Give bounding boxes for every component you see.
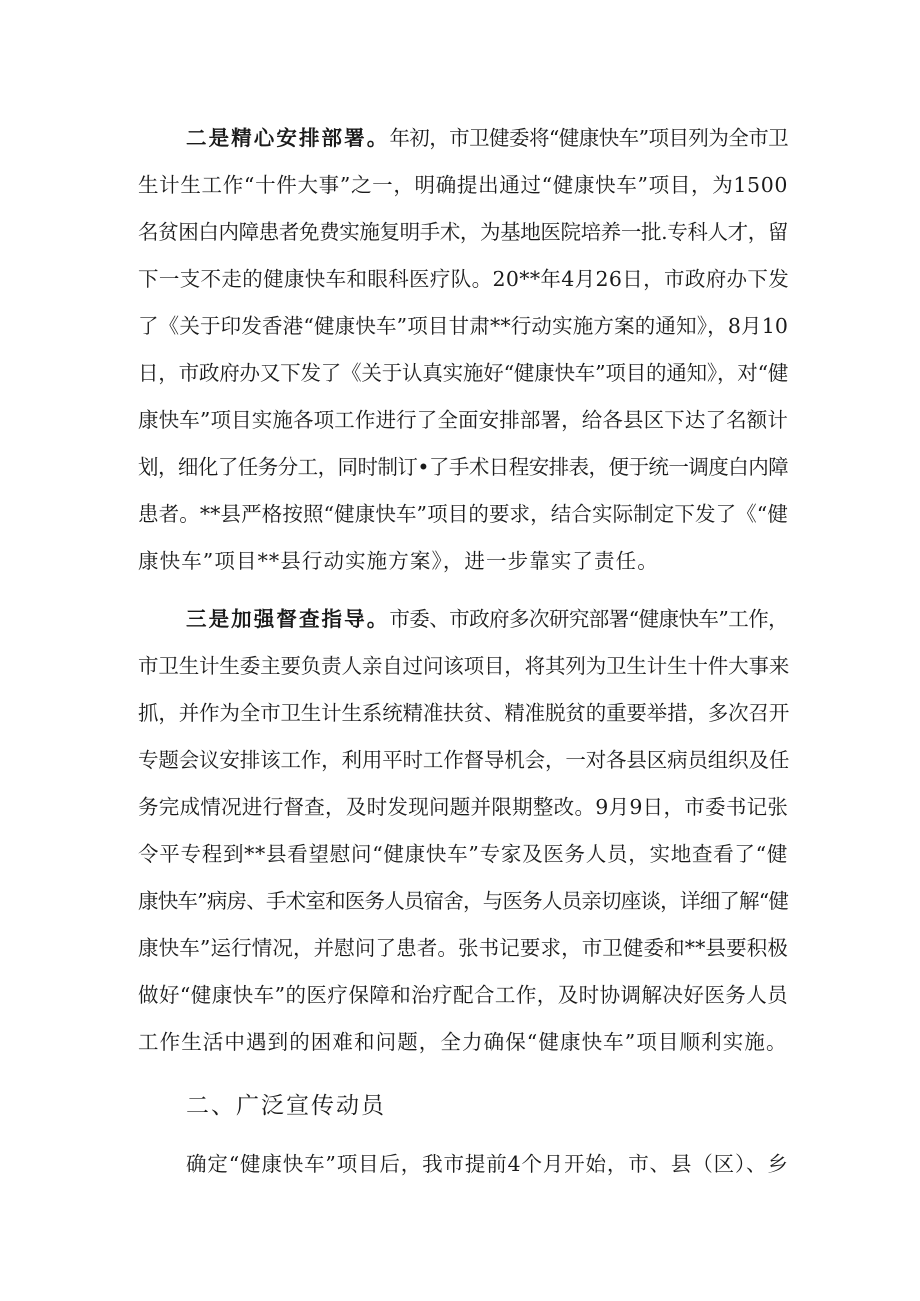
paragraph-1-line-5: 了《关于印发香港“健康快车”项目甘肃**行动实施方案的通知》，8月10 <box>138 314 788 338</box>
paragraph-2-line-1-text: 市委、市政府多次研究部署“健康快车”工作， <box>389 607 789 631</box>
paragraph-2-line-1 <box>186 597 788 641</box>
paragraph-2-line-10: 工作生活中遇到的困难和问题，全力确保“健康快车”项目顺利实施。 <box>138 1030 788 1054</box>
paragraph-1-line-8: 划，细化了任务分工，同时制订•了手术日程安排表，便于统一调度白内障 <box>138 455 788 479</box>
section-heading: 二、广泛宣传动员 <box>186 1093 386 1119</box>
paragraph-1-lead: 二是精心安排部署。 <box>186 126 390 150</box>
paragraph-2-line-4: 专题会议安排该工作，利用平时工作督导机会，一对各县区病员组织及任 <box>138 748 790 772</box>
paragraph-1-line-6: 日，市政府办又下发了《关于认真实施好“健康快车”项目的通知》，对“健 <box>138 361 788 385</box>
paragraph-3-line-1: 确定“健康快车”项目后，我市提前4个月开始，市、县（区）、乡 <box>186 1152 789 1176</box>
paragraph-1-line-3: 名贫困白内障患者免费实施复明手术，为基地医院培养一批.专科人才，留 <box>138 220 788 244</box>
paragraph-2-line-7: 康快车”病房、手术室和医务人员宿舍，与医务人员亲切座谈，详细了解“健 <box>138 889 788 913</box>
paragraph-2-lead: 三是加强督查指导。 <box>186 607 390 631</box>
paragraph-1-line-4: 下一支不走的健康快车和眼科医疗队。20**年4月26日，市政府办下发 <box>138 267 790 291</box>
paragraph-2-line-5: 务完成情况进行督查，及时发现问题并限期整改。9月9日，市委书记张 <box>138 795 788 819</box>
paragraph-1-line-2: 生计生工作“十件大事”之一，明确提出通过“健康快车”项目，为1500 <box>138 173 788 197</box>
paragraph-2-line-2: 市卫生计生委主要负责人亲自过问该项目，将其列为卫生计生十件大事来 <box>138 654 790 678</box>
paragraph-1-line-10: 康快车”项目**县行动实施方案》，进一步靠实了责任。 <box>138 549 659 573</box>
paragraph-2-line-9: 做好“健康快车”的医疗保障和治疗配合工作，及时协调解决好医务人员 <box>138 983 788 1007</box>
paragraph-1-line-1 <box>186 116 788 160</box>
paragraph-2-line-3: 抓，并作为全市卫生计生系统精准扶贫、精准脱贫的重要举措，多次召开 <box>138 701 790 725</box>
paragraph-1-line-1-text: 年初，市卫健委将“健康快车”项目列为全市卫 <box>389 126 789 150</box>
paragraph-2-line-8: 康快车”运行情况，并慰问了患者。张书记要求，市卫健委和**县要积极 <box>138 936 788 960</box>
paragraph-1-line-7: 康快车”项目实施各项工作进行了全面安排部署，给各县区下达了名额计 <box>138 408 788 432</box>
paragraph-1-line-9: 患者。**县严格按照“健康快车”项目的要求，结合实际制定下发了《“健 <box>138 502 788 526</box>
paragraph-2-line-6: 令平专程到**县看望慰问“健康快车”专家及医务人员，实地查看了“健 <box>138 842 788 866</box>
